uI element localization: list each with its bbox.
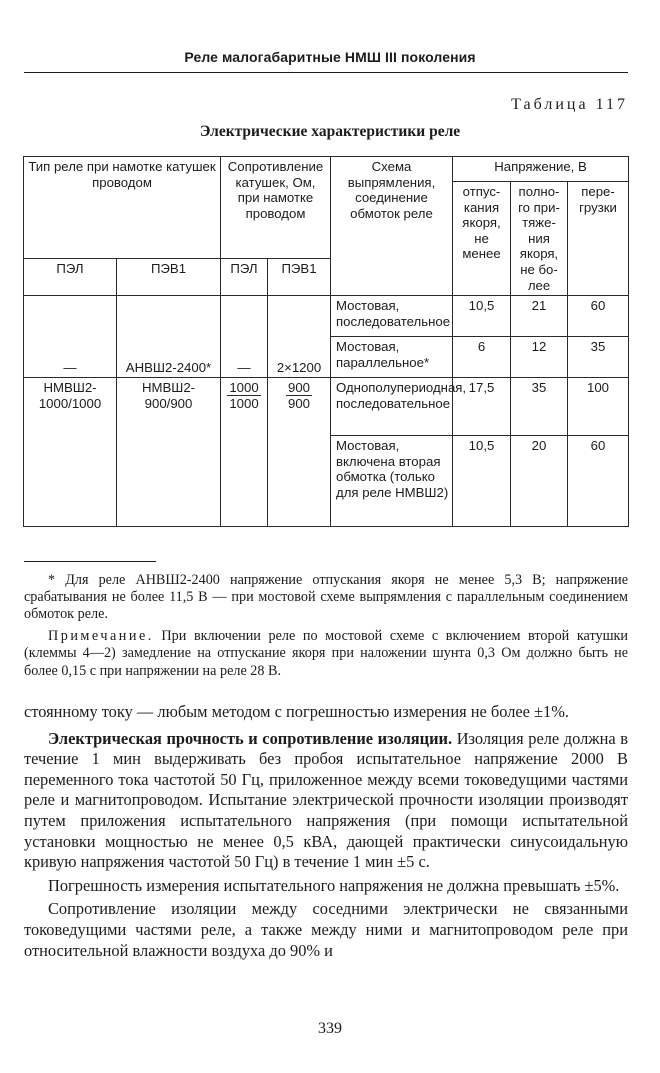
voltage-overload-cell: 60 bbox=[568, 296, 629, 337]
scheme-cell: Мостовая, параллельное* bbox=[331, 337, 453, 378]
scheme-cell: Однополупериодная, последовательное bbox=[331, 378, 453, 436]
table-title: Электрические характеристики реле bbox=[199, 123, 461, 140]
paragraph: стоянному току — любым методом с погрешностью измерения не более ±1%. bbox=[24, 702, 569, 721]
header-voltage-release: отпус-кания якоря, не менее bbox=[453, 182, 511, 296]
paragraph bbox=[24, 729, 628, 873]
relay-pev1-type: АНВШ2-2400* bbox=[117, 296, 221, 378]
relay-pel-resistance: — bbox=[221, 296, 268, 378]
voltage-release-cell: 6 bbox=[453, 337, 511, 378]
table-header-row bbox=[24, 157, 629, 182]
table-note bbox=[24, 628, 628, 680]
fraction-numerator: 900 bbox=[287, 380, 310, 396]
header-resistance-pel: ПЭЛ bbox=[221, 258, 268, 295]
resistance-fraction bbox=[227, 380, 260, 411]
header-voltage: Напряжение, В bbox=[453, 157, 629, 182]
footnote-rule bbox=[24, 561, 156, 562]
resistance-fraction bbox=[286, 380, 312, 411]
fraction-denominator: 900 bbox=[287, 396, 310, 412]
header-rule bbox=[24, 72, 628, 73]
voltage-overload-cell: 35 bbox=[568, 337, 629, 378]
header-resistance-pev1: ПЭВ1 bbox=[268, 258, 331, 295]
paragraph: Сопротивление изоляции между соседними электрически не связанными токоведущими частями реле, а также между ними и магнитопроводом реле при относительной влажности воздуха до 90% и bbox=[24, 899, 628, 960]
table-number: Таблица 117 bbox=[511, 96, 628, 113]
header-voltage-pickup: полно-го при-тяже-ния якоря, не бо-лее bbox=[511, 182, 568, 296]
relay-pel-resistance bbox=[221, 378, 268, 527]
header-voltage-overload: пере-грузки bbox=[568, 182, 629, 296]
header-resistance: Сопротивление катушек, Ом, при намотке проводом bbox=[221, 157, 331, 259]
fraction-numerator: 1000 bbox=[229, 380, 259, 396]
voltage-pickup-cell: 21 bbox=[511, 296, 568, 337]
relay-pel-type: НМВШ2-1000/1000 bbox=[24, 378, 117, 527]
paragraph: Погрешность измерения испытательного напряжения не должна превышать ±5%. bbox=[48, 875, 620, 895]
footnote: * Для реле АНВШ2-2400 напряжение отпускания якоря не менее 5,3 В; напряжение срабатывания не более 11,5 В — при мостовой схеме выпрямления с параллельным соединением обмоток реле. bbox=[24, 572, 628, 622]
header-wire-pev1: ПЭВ1 bbox=[117, 258, 221, 295]
header-wire-pel: ПЭЛ bbox=[24, 258, 117, 295]
voltage-release-cell: 10,5 bbox=[453, 436, 511, 527]
voltage-pickup-cell: 35 bbox=[511, 378, 568, 436]
fraction-denominator: 1000 bbox=[229, 396, 259, 412]
voltage-overload-cell: 100 bbox=[568, 378, 629, 436]
section-text: Изоляция реле должна в течение 1 мин выдерживать без пробоя испытательное напряжение 2000 В переменного тока частотой 50 Гц, приложенное между всеми токоведущими частями реле и магнитопроводом. Испытание электрической прочности изоляции производят путем приложения испытательного напряжения (при помощи испытательной установки мощностью не менее 0,5 кВА, дающей практически синусоидальную кривую напряжения частотой 50 Гц) в течение 1 мин ±5 с. bbox=[24, 728, 628, 872]
header-scheme: Схема выпрямления, соединение обмоток реле bbox=[331, 157, 453, 296]
page-number: 339 bbox=[318, 1020, 342, 1037]
voltage-release-cell: 17,5 bbox=[453, 378, 511, 436]
section-heading: Электрическая прочность и сопротивление изоляции. bbox=[48, 728, 453, 748]
body-text bbox=[24, 702, 628, 964]
relay-pev1-resistance bbox=[268, 378, 331, 527]
running-title: Реле малогабаритные НМШ III поколения bbox=[184, 49, 476, 65]
note-lead: Примечание. bbox=[48, 628, 154, 644]
note-text: При включении реле по мостовой схеме с включением второй катушки (клеммы 4—2) замедление на отпускание якоря при наложении шунта 0,3 Ом должно быть не более 0,15 с при напряжении на реле 28 В. bbox=[24, 628, 628, 679]
table-row bbox=[24, 378, 629, 436]
voltage-pickup-cell: 20 bbox=[511, 436, 568, 527]
table-row bbox=[24, 296, 629, 337]
header-relay-type: Тип реле при намотке катушек проводом bbox=[24, 157, 221, 259]
voltage-release-cell: 10,5 bbox=[453, 296, 511, 337]
relay-pev1-type: НМВШ2-900/900 bbox=[117, 378, 221, 527]
scheme-cell: Мостовая, включена вторая обмотка (только для реле НМВШ2) bbox=[331, 436, 453, 527]
characteristics-table bbox=[23, 156, 629, 527]
scheme-cell: Мостовая, последовательное bbox=[331, 296, 453, 337]
relay-pev1-resistance: 2×1200 bbox=[268, 296, 331, 378]
relay-pel-type: — bbox=[24, 296, 117, 378]
voltage-pickup-cell: 12 bbox=[511, 337, 568, 378]
voltage-overload-cell: 60 bbox=[568, 436, 629, 527]
